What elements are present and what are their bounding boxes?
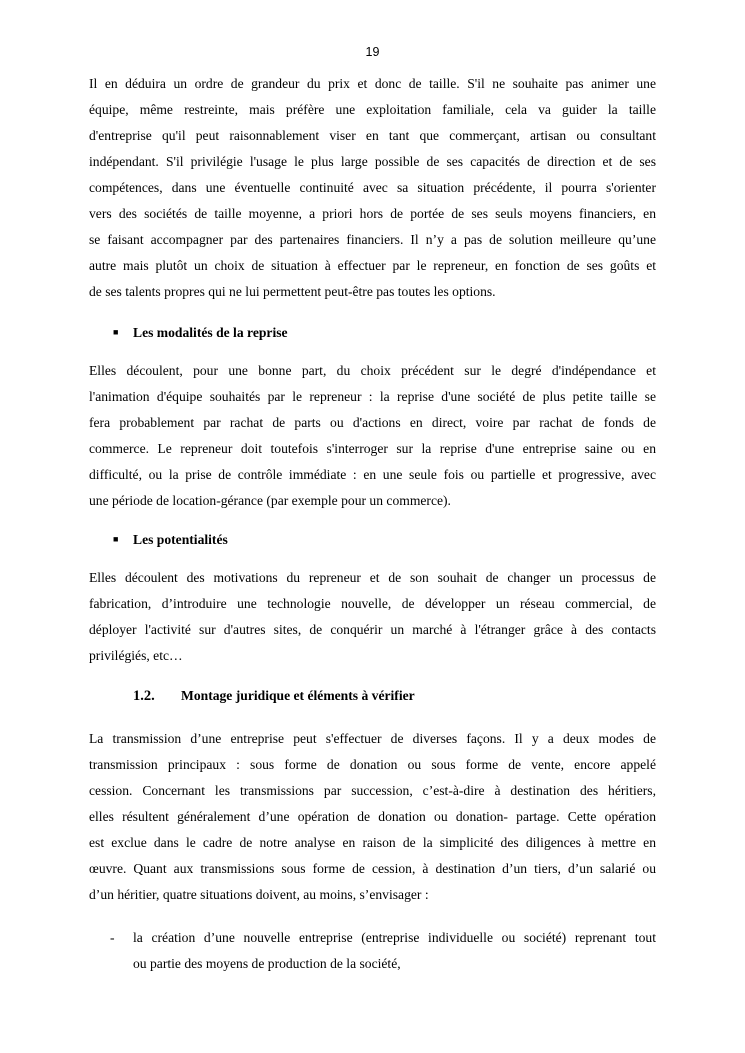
square-bullet-icon: ■ [113,327,119,337]
page-number: 19 [365,45,380,59]
bullet-modalites [113,322,288,343]
dash-bullet: - [110,930,115,945]
text-line: œuvre. Quant aux transmissions sous forme de cession, à destination d’un tiers, d’un salarié ou [89,861,656,876]
text-line: de ses talents propres qui ne lui permettent peut-être pas toutes les options. [89,284,496,299]
paragraph-text [89,71,656,305]
text-line: d'entreprise qu'il peut raisonnablement viser en tant que commerçant, artisan ou consultant [89,128,656,143]
paragraph-text [89,565,656,669]
bullet-potentialites [113,529,228,550]
text-line: indépendant. S'il privilégie l'usage le plus large possible de ses capacités de direction et de ses [89,154,656,169]
text-line: fera probablement par rachat de parts ou d'actions en direct, voire par rachat de fonds de [89,415,656,430]
list-item-text [133,925,656,977]
section-title: Montage juridique et éléments à vérifier [181,688,415,703]
bullet-label: Les modalités de la reprise [133,325,288,340]
section-heading [133,686,415,706]
text-line: transmission principaux : sous forme de donation ou sous forme de vente, encore appelé [89,757,656,772]
bullet-label: Les potentialités [133,532,228,547]
paragraph-transmission [89,726,656,908]
text-line: compétences, dans une éventuelle continuité avec sa situation précédente, il pourra s'orienter [89,180,656,195]
text-line: difficulté, ou la prise de contrôle immédiate : en une seule fois ou partielle et progressive, avec [89,467,656,482]
text-line: privilégiés, etc… [89,648,183,663]
text-line: Elles découlent des motivations du repreneur et de son souhait de changer un processus de [89,570,656,585]
text-line: vers des sociétés de taille moyenne, a priori hors de portée de ses seuls moyens financiers, en [89,206,656,221]
text-line: se faisant accompagner par des partenaires financiers. Il n’y a pas de solution meilleure qu’une [89,232,656,247]
paragraph-text [89,358,656,514]
text-line: une période de location-gérance (par exemple pour un commerce). [89,493,451,508]
text-line: elles résultent généralement d’une opération de donation ou donation- partage. Cette opération [89,809,656,824]
text-line: l'animation d'équipe souhaités par le repreneur : la reprise d'une société de plus petite taille se [89,389,656,404]
text-line: cession. Concernant les transmissions par succession, c’est-à-dire à destination des héritiers, [89,783,656,798]
paragraph-potentialites [89,565,656,669]
text-line: commerce. Le repreneur doit toutefois s'interroger sur la reprise d'une entreprise saine ou en [89,441,656,456]
paragraph-size-choice [89,71,656,305]
square-bullet-icon: ■ [113,534,119,544]
text-line: Il en déduira un ordre de grandeur du prix et donc de taille. S'il ne souhaite pas animer une [89,76,656,91]
paragraph-modalites [89,358,656,514]
text-line: fabrication, d’introduire une technologie nouvelle, de développer un réseau commercial, de [89,596,656,611]
paragraph-text [89,726,656,908]
text-line: d’un héritier, quatre situations doivent, au moins, s’envisager : [89,887,429,902]
text-line: la création d’une nouvelle entreprise (entreprise individuelle ou société) reprenant tout [133,930,656,945]
text-line: est exclue dans le cadre de notre analyse en raison de la simplicité des diligences à mettre en [89,835,656,850]
section-number: 1.2. [133,688,155,704]
text-line: La transmission d’une entreprise peut s'effectuer de diverses façons. Il y a deux modes de [89,731,656,746]
text-line: ou partie des moyens de production de la société, [133,956,401,971]
text-line: Elles découlent, pour une bonne part, du choix précédent sur le degré d'indépendance et [89,363,656,378]
text-line: autre mais plutôt un choix de situation à effectuer par le repreneur, en fonction de ses goûts et [89,258,656,273]
text-line: équipe, même restreinte, mais préfère une exploitation familiale, cela va guider la taille [89,102,656,117]
text-line: déployer l'activité sur d'autres sites, de conquérir un marché à l'étranger grâce à des contacts [89,622,656,637]
